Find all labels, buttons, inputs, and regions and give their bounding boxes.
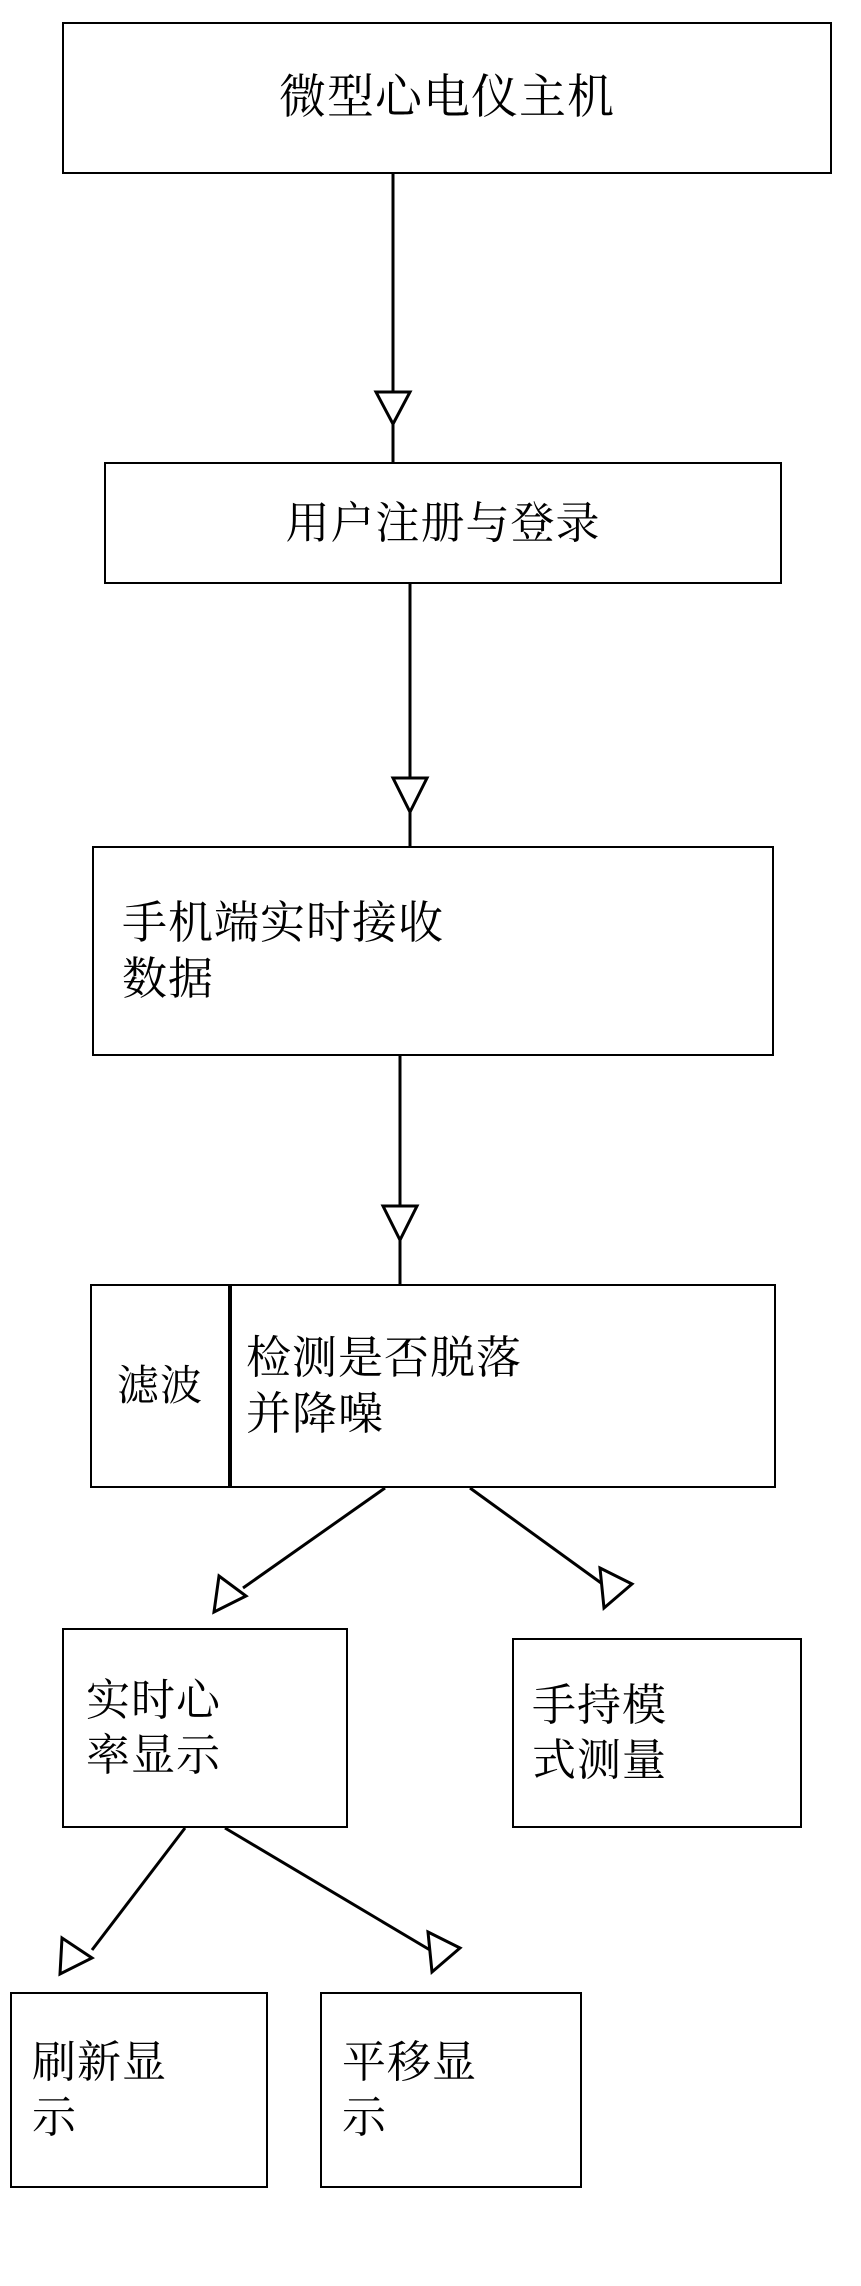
- arrowhead-detect-hr: [214, 1576, 246, 1612]
- arrowhead-receive-detect: [383, 1206, 417, 1240]
- arrowhead-login-receive: [393, 778, 427, 812]
- arrowhead-hr-refresh: [60, 1938, 92, 1974]
- node-handheld-mode-measurement: 手持模 式测量: [512, 1638, 802, 1828]
- node-refresh-display: 刷新显 示: [10, 1992, 268, 2188]
- node-user-registration-login: 用户注册与登录: [104, 462, 782, 584]
- node-filtering: 滤波: [90, 1284, 230, 1488]
- arrowhead-detect-handheld: [600, 1568, 632, 1608]
- arrowhead-hr-pan: [428, 1932, 460, 1972]
- arrowhead-host-login: [376, 392, 410, 424]
- node-phone-realtime-receive-data: 手机端实时接收 数据: [92, 846, 774, 1056]
- edge-detect-handheld: [470, 1488, 608, 1588]
- node-host: 微型心电仪主机: [62, 22, 832, 174]
- node-detect-detachment-denoise: 检测是否脱落 并降噪: [230, 1284, 776, 1488]
- node-pan-display: 平移显 示: [320, 1992, 582, 2188]
- edge-hr-pan: [225, 1828, 430, 1950]
- edge-hr-refresh: [92, 1828, 185, 1950]
- node-realtime-heart-rate-display: 实时心 率显示: [62, 1628, 348, 1828]
- edge-detect-hr: [243, 1488, 385, 1588]
